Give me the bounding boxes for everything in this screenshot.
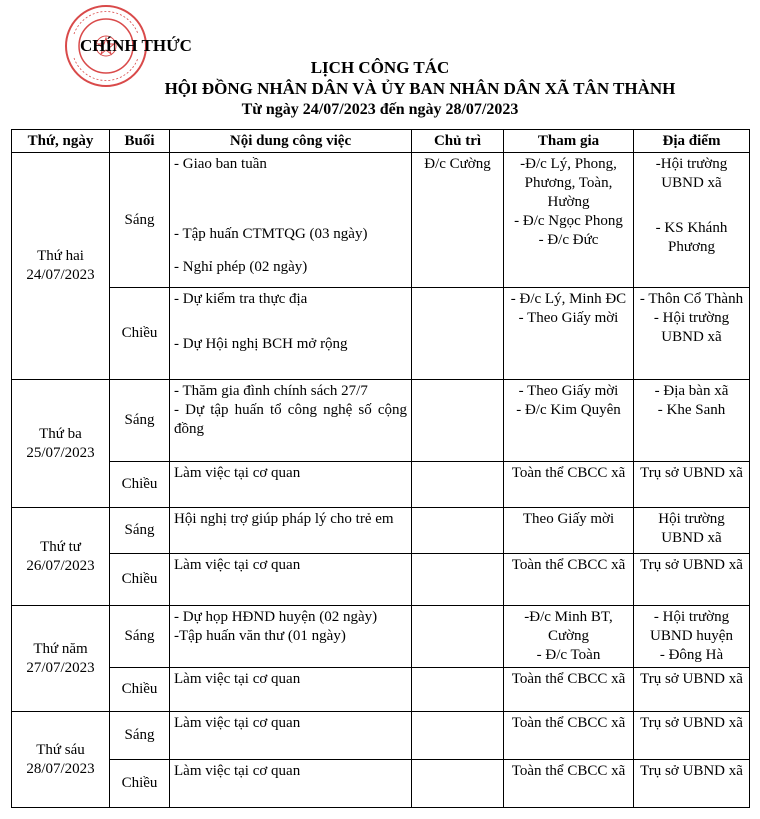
location-cell: Trụ sở UBND xã bbox=[634, 668, 750, 712]
content-item: - Nghỉ phép (02 ngày) bbox=[174, 259, 308, 275]
session-cell: Sáng bbox=[110, 606, 170, 668]
chair-cell: Đ/c Cường bbox=[412, 153, 504, 288]
participant-item: - Đ/c Lý, Minh ĐC bbox=[510, 291, 627, 307]
content-cell bbox=[170, 380, 412, 462]
content-item: - Dự Hội nghị BCH mở rộng bbox=[174, 336, 348, 352]
col-header-session: Buổi bbox=[110, 130, 170, 153]
participant-item: - Đ/c Kim Quyên bbox=[516, 402, 621, 418]
chair-cell bbox=[412, 606, 504, 668]
location-cell bbox=[634, 288, 750, 380]
location-cell bbox=[634, 606, 750, 668]
participants-cell: Toàn thể CBCC xã bbox=[504, 554, 634, 606]
table-row bbox=[12, 668, 750, 712]
page-subtitle: HỘI ĐỒNG NHÂN DÂN VÀ ỦY BAN NHÂN DÂN XÃ TÂN THÀNH bbox=[164, 79, 676, 98]
participants-cell: Toàn thể CBCC xã bbox=[504, 712, 634, 760]
content-cell: Làm việc tại cơ quan bbox=[170, 760, 412, 808]
day-name: Thứ tư bbox=[40, 538, 81, 555]
chair-cell bbox=[412, 462, 504, 508]
location-item: - Địa bàn xã bbox=[654, 383, 729, 399]
content-cell bbox=[170, 153, 412, 288]
table-row bbox=[12, 288, 750, 380]
participants-cell bbox=[504, 288, 634, 380]
participants-cell: Toàn thể CBCC xã bbox=[504, 462, 634, 508]
location-item: - Hội trường UBND huyện bbox=[650, 609, 733, 644]
session-cell: Chiều bbox=[110, 668, 170, 712]
location-cell bbox=[634, 153, 750, 288]
content-item: - Tập huấn CTMTQG (03 ngày) bbox=[174, 226, 368, 242]
chair-cell bbox=[412, 760, 504, 808]
session-cell: Chiều bbox=[110, 554, 170, 606]
col-header-chair: Chủ trì bbox=[412, 130, 504, 153]
day-cell bbox=[12, 712, 110, 808]
table-row bbox=[12, 606, 750, 668]
col-header-participants: Tham gia bbox=[504, 130, 634, 153]
content-item: -Tập huấn văn thư (01 ngày) bbox=[174, 628, 346, 644]
participant-item: - Theo Giấy mời bbox=[518, 310, 619, 326]
location-item: - Khe Sanh bbox=[657, 402, 726, 418]
chair-cell bbox=[412, 508, 504, 554]
day-name: Thứ năm bbox=[33, 640, 88, 657]
day-date: 25/07/2023 bbox=[26, 444, 95, 461]
table-row bbox=[12, 554, 750, 606]
session-cell: Chiều bbox=[110, 288, 170, 380]
participant-item: - Đ/c Đức bbox=[538, 232, 599, 248]
day-date: 24/07/2023 bbox=[26, 267, 95, 283]
participant-item: -Đ/c Lý, Phong, Phương, Toàn, Hường bbox=[520, 156, 617, 210]
chair-cell bbox=[412, 380, 504, 462]
participants-cell bbox=[504, 380, 634, 462]
content-item: - Dự tập huấn tổ công nghệ số cộng đồng bbox=[174, 402, 407, 437]
col-header-location: Địa điểm bbox=[634, 130, 750, 153]
participants-cell bbox=[504, 153, 634, 288]
day-date: 28/07/2023 bbox=[26, 760, 95, 777]
table-row bbox=[12, 760, 750, 808]
day-cell bbox=[12, 508, 110, 606]
table-row bbox=[12, 712, 750, 760]
schedule-table bbox=[11, 129, 750, 808]
chair-cell bbox=[412, 554, 504, 606]
date-range: Từ ngày 24/07/2023 đến ngày 28/07/2023 bbox=[241, 101, 519, 118]
location-cell bbox=[634, 380, 750, 462]
session-cell: Sáng bbox=[110, 712, 170, 760]
official-label: CHÍNH THỨC bbox=[80, 36, 192, 55]
session-cell: Sáng bbox=[110, 380, 170, 462]
content-cell bbox=[170, 606, 412, 668]
location-cell: Trụ sở UBND xã bbox=[634, 554, 750, 606]
content-cell: Làm việc tại cơ quan bbox=[170, 462, 412, 508]
content-cell: Làm việc tại cơ quan bbox=[170, 668, 412, 712]
participants-cell bbox=[504, 606, 634, 668]
content-item: - Dự họp HĐND huyện (02 ngày) bbox=[174, 609, 378, 625]
participant-item: -Đ/c Minh BT, Cường bbox=[524, 609, 613, 644]
participants-cell: Theo Giấy mời bbox=[504, 508, 634, 554]
content-cell: Làm việc tại cơ quan bbox=[170, 554, 412, 606]
session-cell: Chiều bbox=[110, 760, 170, 808]
participants-cell: Toàn thể CBCC xã bbox=[504, 668, 634, 712]
day-date: 27/07/2023 bbox=[26, 659, 95, 676]
location-cell: Trụ sở UBND xã bbox=[634, 462, 750, 508]
content-cell: Hội nghị trợ giúp pháp lý cho trẻ em bbox=[170, 508, 412, 554]
day-cell bbox=[12, 606, 110, 712]
participant-item: - Theo Giấy mời bbox=[518, 383, 619, 399]
content-item: - Giao ban tuần bbox=[174, 156, 267, 172]
session-cell: Sáng bbox=[110, 153, 170, 288]
location-item: - Thôn Cổ Thành bbox=[639, 291, 744, 307]
location-item: - KS Khánh Phương bbox=[655, 220, 728, 255]
location-cell: Hội trường UBND xã bbox=[634, 508, 750, 554]
chair-cell bbox=[412, 668, 504, 712]
day-name: Thứ sáu bbox=[36, 741, 85, 758]
chair-cell bbox=[412, 712, 504, 760]
page-title: LỊCH CÔNG TÁC bbox=[310, 58, 450, 77]
location-item: - Hội trường UBND xã bbox=[653, 310, 730, 345]
table-header-row bbox=[12, 130, 750, 153]
participant-item: - Đ/c Ngọc Phong bbox=[514, 213, 623, 229]
content-cell bbox=[170, 288, 412, 380]
content-cell: Làm việc tại cơ quan bbox=[170, 712, 412, 760]
session-cell: Sáng bbox=[110, 508, 170, 554]
table-row bbox=[12, 153, 750, 288]
day-cell bbox=[12, 380, 110, 508]
col-header-content: Nội dung công việc bbox=[170, 130, 412, 153]
content-item: - Dự kiểm tra thực địa bbox=[174, 291, 308, 307]
day-date: 26/07/2023 bbox=[26, 557, 95, 574]
participants-cell: Toàn thể CBCC xã bbox=[504, 760, 634, 808]
day-cell bbox=[12, 153, 110, 380]
day-name: Thứ hai bbox=[37, 248, 84, 264]
col-header-day: Thứ, ngày bbox=[12, 130, 110, 153]
location-item: - Đông Hà bbox=[659, 647, 724, 663]
location-item: -Hội trường UBND xã bbox=[655, 156, 728, 191]
table-row bbox=[12, 508, 750, 554]
chair-cell bbox=[412, 288, 504, 380]
day-name: Thứ ba bbox=[39, 425, 82, 442]
table-row bbox=[12, 462, 750, 508]
location-cell: Trụ sở UBND xã bbox=[634, 712, 750, 760]
content-item: - Thăm gia đình chính sách 27/7 bbox=[174, 383, 368, 399]
session-cell: Chiều bbox=[110, 462, 170, 508]
table-row bbox=[12, 380, 750, 462]
location-cell: Trụ sở UBND xã bbox=[634, 760, 750, 808]
participant-item: - Đ/c Toàn bbox=[536, 647, 601, 663]
